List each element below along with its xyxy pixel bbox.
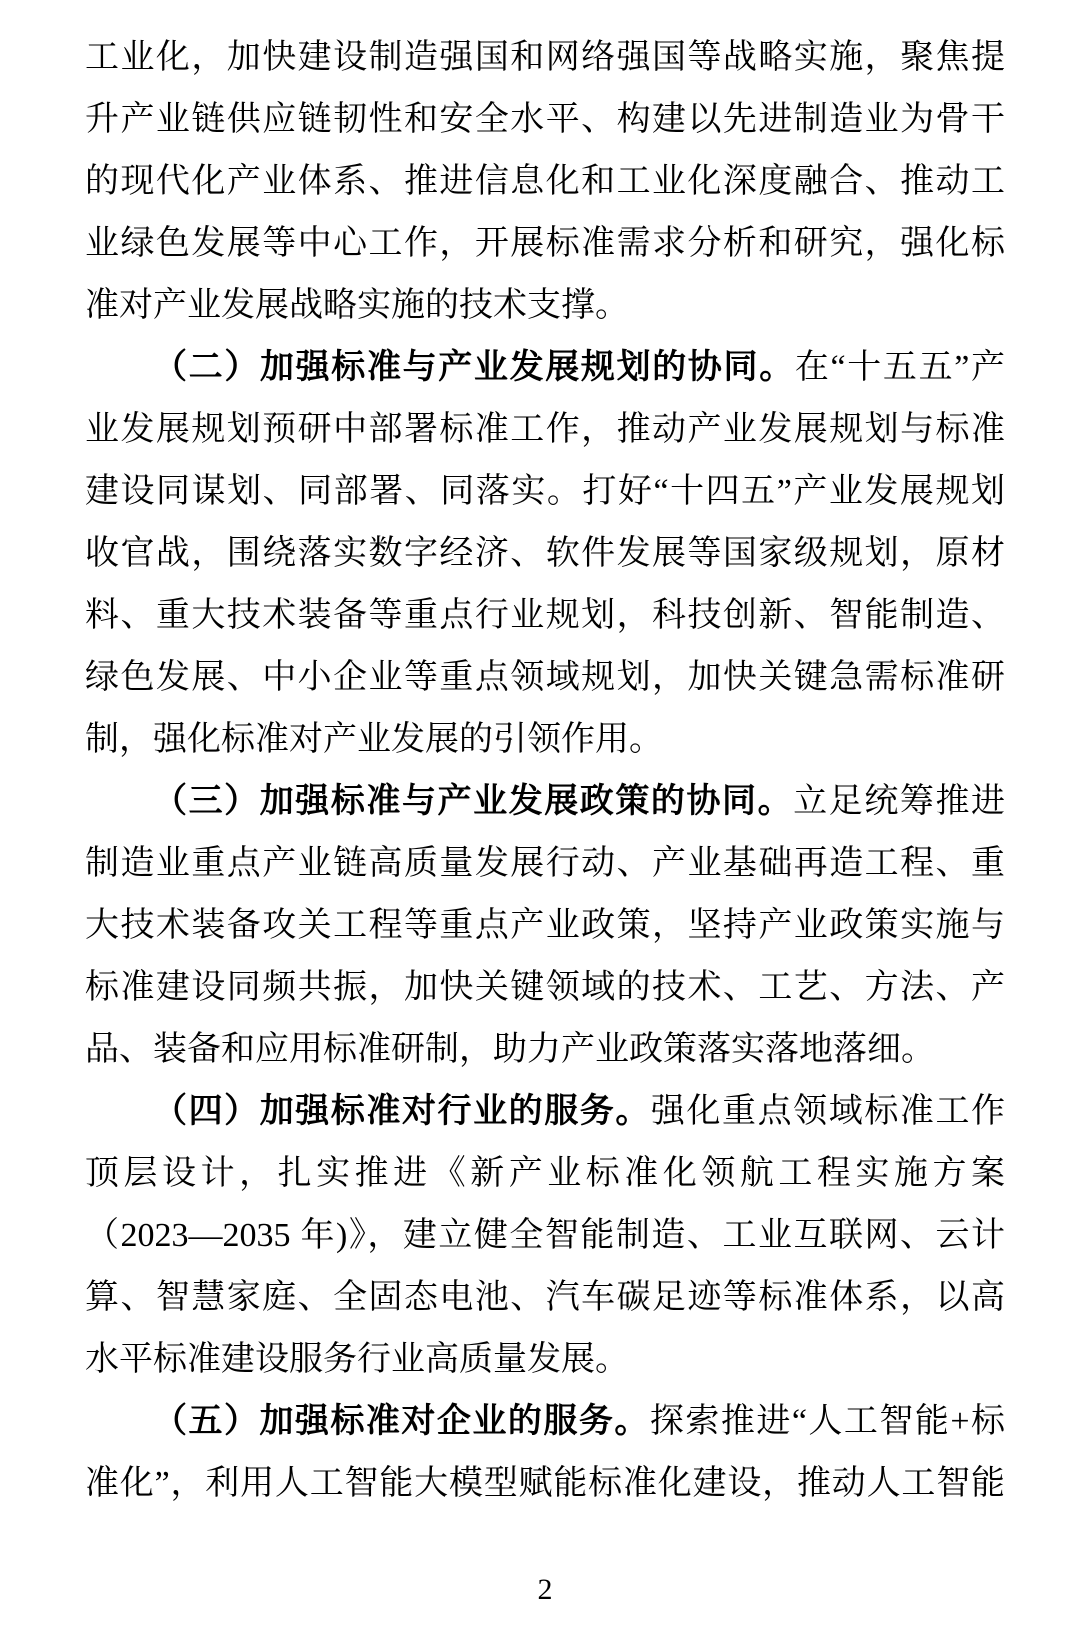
section-heading: （三）加强标准与产业发展政策的协同。	[153, 783, 794, 820]
text-line	[85, 1143, 1005, 1205]
text-line	[85, 771, 1005, 833]
text-line	[85, 1391, 1005, 1453]
body-text: 标准建设同频共振，加快关键领域的技术、工艺、方法、产	[85, 969, 1005, 1006]
body-text: 水平标准建设服务行业高质量发展。	[85, 1341, 629, 1378]
text-line	[85, 461, 1005, 523]
section-heading: （二）加强标准与产业发展规划的协同。	[153, 349, 795, 386]
body-text: 业绿色发展等中心工作，开展标准需求分析和研究，强化标	[85, 225, 1005, 262]
text-line	[85, 399, 1005, 461]
body-text: 升产业链供应链韧性和安全水平、构建以先进制造业为骨干	[85, 101, 1005, 138]
body-text: 顶层设计，扎实推进《新产业标准化领航工程实施方案	[85, 1155, 1005, 1192]
text-line	[85, 895, 1005, 957]
body-text: 准对产业发展战略实施的技术支撑。	[85, 287, 629, 324]
body-text: 品、装备和应用标准研制，助力产业政策落实落地落细。	[85, 1031, 935, 1068]
body-text: （2023—2035 年)》，建立健全智能制造、工业互联网、云计	[85, 1217, 1005, 1254]
body-text: 建设同谋划、同部署、同落实。打好“十四五”产业发展规划	[85, 473, 1005, 510]
text-line	[85, 1267, 1005, 1329]
text-line	[85, 523, 1005, 585]
text-line	[85, 27, 1005, 89]
text-line	[85, 275, 1005, 337]
body-text: 强化重点领域标准工作	[650, 1093, 1006, 1130]
text-line	[85, 833, 1005, 895]
text-line	[85, 213, 1005, 275]
text-line	[85, 1329, 1005, 1391]
text-line	[85, 1453, 1005, 1515]
page-number: 2	[537, 1573, 553, 1606]
body-text: 立足统筹推进	[793, 783, 1006, 820]
body-text: 大技术装备攻关工程等重点产业政策，坚持产业政策实施与	[85, 907, 1005, 944]
text-line	[85, 151, 1005, 213]
body-text: 探索推进“人工智能+标	[649, 1403, 1006, 1440]
section-heading: （五）加强标准对企业的服务。	[153, 1403, 650, 1440]
body-text: 算、智慧家庭、全固态电池、汽车碳足迹等标准体系，以高	[85, 1279, 1005, 1316]
body-text: 工业化，加快建设制造强国和网络强国等战略实施，聚焦提	[85, 39, 1005, 76]
body-text: 料、重大技术装备等重点行业规划，科技创新、智能制造、	[85, 597, 1005, 634]
body-text: 的现代化产业体系、推进信息化和工业化深度融合、推动工	[85, 163, 1005, 200]
text-line	[85, 337, 1005, 399]
section-heading: （四）加强标准对行业的服务。	[153, 1093, 651, 1130]
text-line	[85, 1205, 1005, 1267]
body-text: 绿色发展、中小企业等重点领域规划，加快关键急需标准研	[85, 659, 1005, 696]
text-line	[85, 1081, 1005, 1143]
text-line	[85, 89, 1005, 151]
body-text: 收官战，围绕落实数字经济、软件发展等国家级规划，原材	[85, 535, 1005, 572]
text-line	[85, 957, 1005, 1019]
text-line	[85, 585, 1005, 647]
text-line	[85, 709, 1005, 771]
body-text: 业发展规划预研中部署标准工作，推动产业发展规划与标准	[85, 411, 1005, 448]
body-text: 制，强化标准对产业发展的引领作用。	[85, 721, 663, 758]
body-text: 准化”，利用人工智能大模型赋能标准化建设，推动人工智能	[85, 1465, 1005, 1502]
document-body	[85, 27, 1005, 1515]
body-text: 在“十五五”产	[794, 349, 1005, 386]
text-line	[85, 647, 1005, 709]
body-text: 制造业重点产业链高质量发展行动、产业基础再造工程、重	[85, 845, 1005, 882]
text-line	[85, 1019, 1005, 1081]
